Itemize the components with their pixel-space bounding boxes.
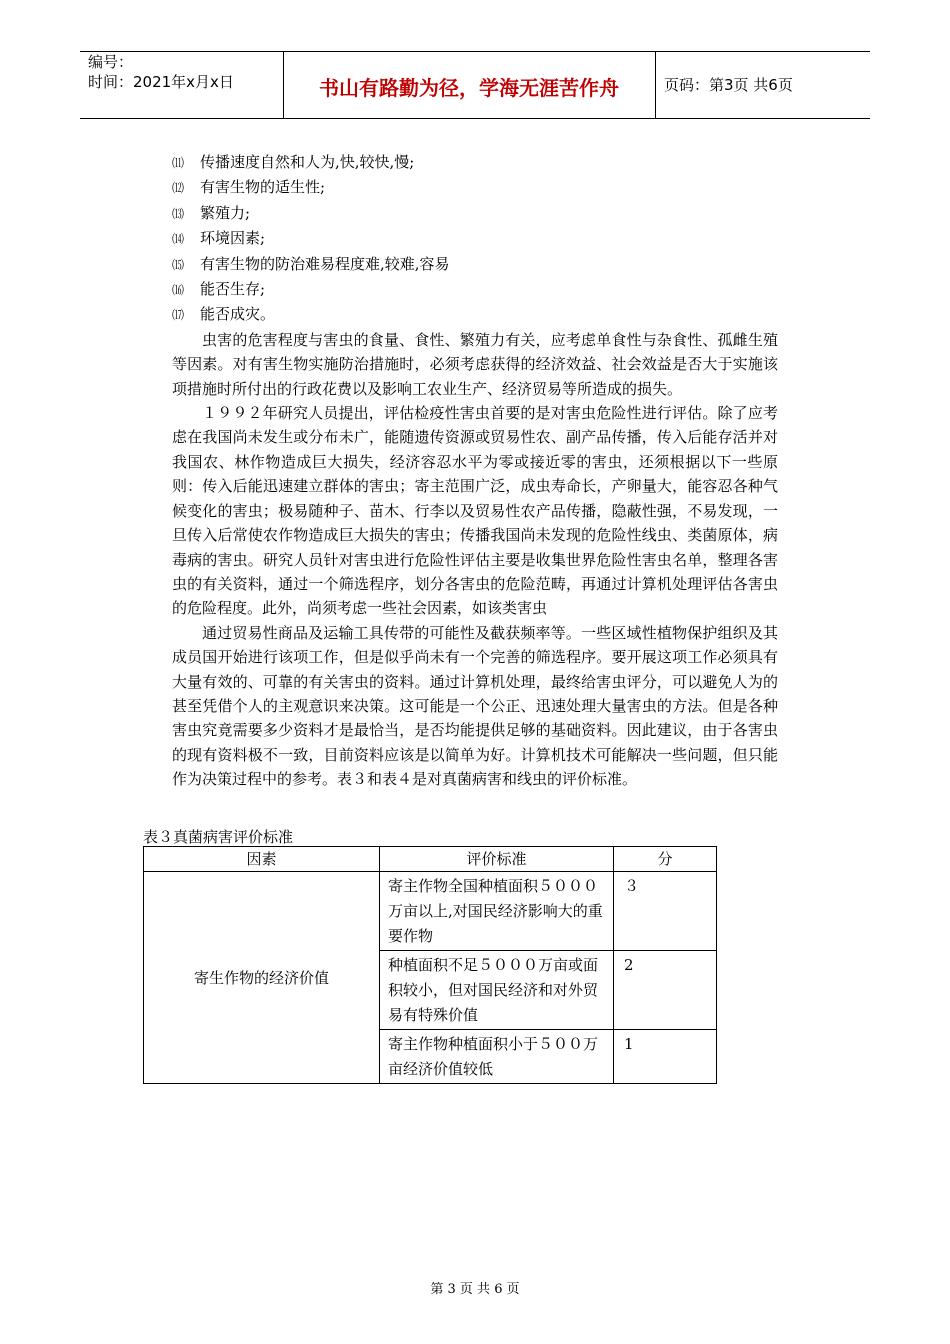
list-number: ⒃ <box>172 283 185 298</box>
list-number: ⑾ <box>172 156 185 170</box>
list-number: ⑿ <box>172 181 185 196</box>
evaluation-table <box>143 846 717 1084</box>
list-item <box>172 175 778 200</box>
doc-number-label: 编号： <box>88 53 134 71</box>
document-body <box>172 150 778 792</box>
list-number: ⒁ <box>172 232 185 247</box>
list-item <box>172 226 778 251</box>
header-bottom-rule <box>80 118 870 119</box>
list-item <box>172 150 778 175</box>
list-item <box>172 302 778 327</box>
score-cell: 2 <box>614 951 717 1030</box>
column-header: 因素 <box>144 847 380 872</box>
list-number: ⒂ <box>172 257 185 272</box>
list-text: 能否生存; <box>200 280 266 299</box>
header-page-indicator: 页码：第3页 共6页 <box>664 76 793 94</box>
header-motto: 书山有路勤为径，学海无涯苦作舟 <box>319 76 619 100</box>
criterion-cell: 种植面积不足５０００万亩或面积较小，但对国民经济和对外贸易有特殊价值 <box>380 951 614 1030</box>
score-cell: ３ <box>614 872 717 951</box>
header-divider <box>655 51 656 119</box>
list-item <box>172 201 778 226</box>
table-row <box>144 872 717 951</box>
list-item <box>172 277 778 302</box>
table-caption: 表３真菌病害评价标准 <box>143 828 294 846</box>
list-number: ⒀ <box>172 206 185 221</box>
factor-cell: 寄生作物的经济价值 <box>144 872 380 1084</box>
score-cell: 1 <box>614 1030 717 1084</box>
body-paragraph: １９９２年研究人员提出，评估检疫性害虫首要的是对害虫危险性进行评估。除了应考虑在我国尚未发生或分布未广，能随遗传资源或贸易性农、副产品传播，传入后能存活并对我国农、林作物造成巨大损失，经济容忍水平为零或接近零的害虫，还须根据以下一些原则：传入后能迅速建立群体的害虫；寄主范围广泛，成虫寿命长，产卵量大，能容忍各种气候变化的害虫；极易随种子、苗木、行李以及贸易性农产品传播，隐蔽性强，不易发现，一旦传入后常使农作物造成巨大损失的害虫；传播我国尚未发现的危险性线虫、类菌原体，病毒病的害虫。研究人员针对害虫进行危险性评估主要是收集世界危险性害虫名单，整理各害虫的有关资料，通过一个筛选程序，划分各害虫的危险范畴，再通过计算机处理评估各害虫的危险程度。此外，尚须考虑一些社会因素，如该类害虫 <box>172 404 778 618</box>
body-paragraph: 虫害的危害程度与害虫的食量、食性、繁殖力有关，应考虑单食性与杂食性、孤雌生殖等因素。对有害生物实施防治措施时，必须考虑获得的经济效益、社会效益是否大于实施该项措施时所付出的行政花费以及影响工农业生产、经济贸易等所造成的损失。 <box>172 330 778 398</box>
criterion-cell: 寄主作物种植面积小于５００万亩经济价值较低 <box>380 1030 614 1084</box>
list-number: ⒄ <box>172 308 185 323</box>
column-header: 分 <box>614 847 717 872</box>
table-header-row <box>144 847 717 872</box>
list-text: 环境因素; <box>200 229 266 248</box>
column-header: 评价标准 <box>380 847 614 872</box>
doc-time-label: 时间：2021年x月x日 <box>88 73 234 91</box>
page-footer: 第 3 页 共 6 页 <box>430 1282 520 1297</box>
list-text: 传播速度自然和人为,快,较快,慢; <box>200 153 415 171</box>
list-item <box>172 252 778 277</box>
list-text: 有害生物的适生性; <box>200 178 326 197</box>
list-text: 能否成灾。 <box>200 305 276 324</box>
list-text: 有害生物的防治难易程度难,较难,容易 <box>200 254 450 273</box>
header-meta <box>88 52 234 92</box>
criterion-cell: 寄主作物全国种植面积５０００万亩以上,对国民经济影响大的重要作物 <box>380 872 614 951</box>
list-text: 繁殖力; <box>200 203 251 222</box>
body-paragraph: 通过贸易性商品及运输工具传带的可能性及截获频率等。一些区域性植物保护组织及其成员国开始进行该项工作，但是似乎尚未有一个完善的筛选程序。要开展这项工作必须具有大量有效的、可靠的有关害虫的资料。通过计算机处理，最终给害虫评分，可以避免人为的甚至凭借个人的主观意识来决策。这可能是一个公正、迅速处理大量害虫的方法。但是各种害虫究竟需要多少资料才是最恰当，是否均能提供足够的基础资料。因此建议，由于各害虫的现有资料极不一致，目前资料应该是以简单为好。计算机技术可能解决一些问题，但只能作为决策过程中的参考。表３和表４是对真菌病害和线虫的评价标准。 <box>172 623 778 789</box>
